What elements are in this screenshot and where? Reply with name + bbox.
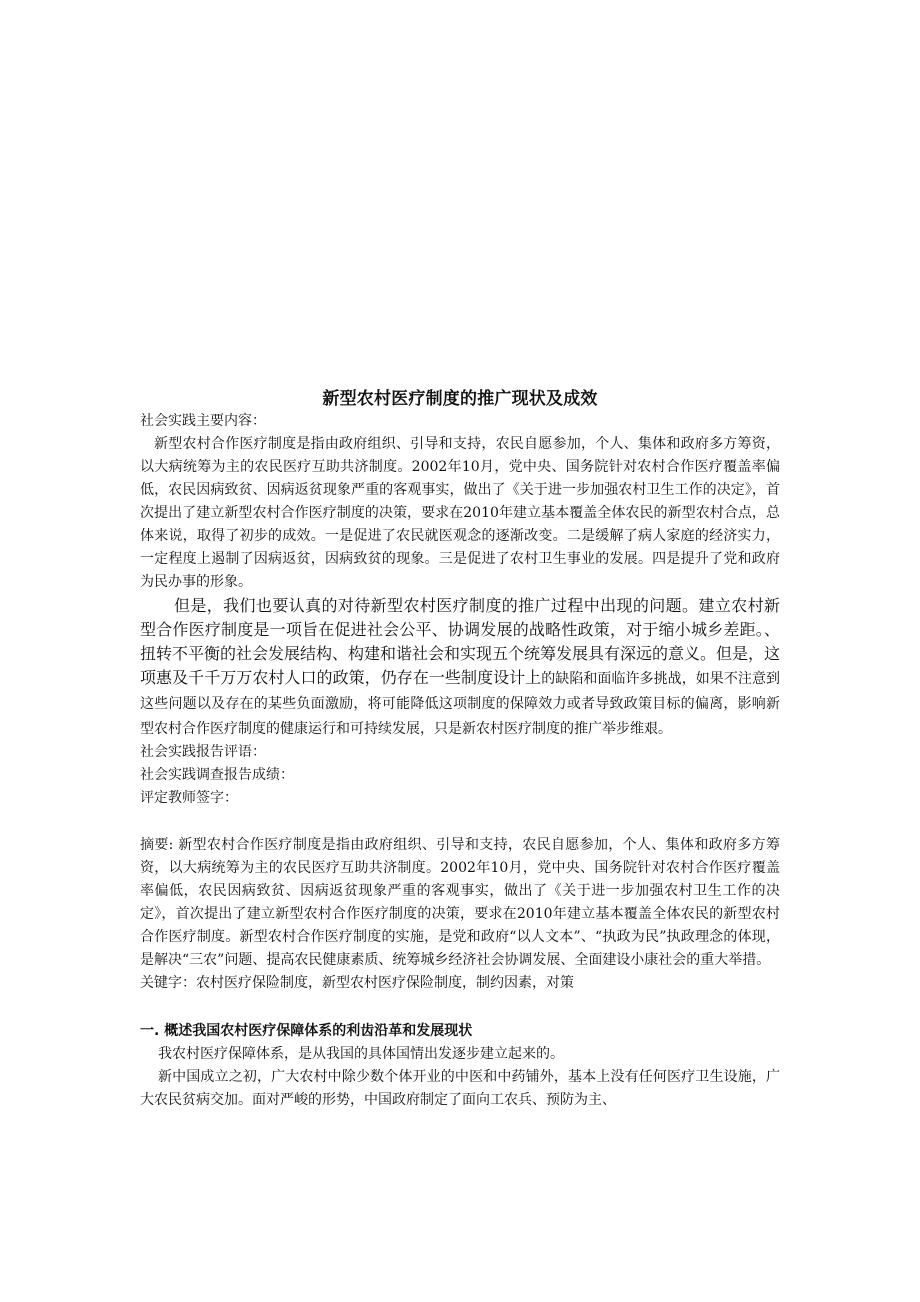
report-comment-label: 社会实践报告评语：: [140, 744, 266, 760]
document-title: 新型农村医疗制度的推广现状及成效: [322, 389, 598, 409]
keywords-text: 农村医疗保险制度，新型农村医疗保险制度，制约因素，对策: [196, 975, 574, 991]
abstract-text: 新型农村合作医疗制度是指由政府组织、引导和支持，农民自愿参加，个人、集体和政府多方筹资，以大病统筹为主的农民医疗互助共济制度。2002年10月，党中央、国务院针对农村合作医疗覆盖率偏低，农民因病致贫、因病返贫现象严重的客观事实，做出了《关于进一步加强农村卫生工作的决定》，首次提出了建立新型农村合作医疗制度的决策，要求在2010年建立基本覆盖全体农民的新型农村合作医疗制度。新型农村合作医疗制度的实施，是党和政府“以人文本”、“执政为民”执政理念的体现，是解决“三农”问题、提高农民健康素质、统筹城乡经济社会协调发展、全面建设小康社会的重大举措。: [140, 837, 781, 968]
second-paragraph: [140, 594, 780, 741]
intro-paragraph: 新型农村合作医疗制度是指由政府组织、引导和支持，农民自愿参加，个人、集体和政府多方筹资，以大病统筹为主的农民医疗互助共济制度。2002年10月，党中央、国务院针对农村合作医疗覆盖率偏低，农民因病致贫、因病返贫现象严重的客观事实，做出了《关于进一步加强农村卫生工作的决定》，首次提出了建立新型农村合作医疗制度的决策，要求在2010年建立基本覆盖全体农民的新型农村合点，总体来说，取得了初步的成效。一是促进了农民就医观念的逐渐改变。二是缓解了病人家庭的经济实力，一定程度上遏制了因病返贫，因病致贫的现象。三是促进了农村卫生事业的发展。四是提升了党和政府为民办事的形象。: [140, 436, 780, 590]
abstract-label: 摘要:: [140, 837, 174, 853]
spacer: [140, 995, 780, 1019]
second-paragraph-large-text: 但是，我们也要认真的对待新型农村医疗制度的推广过程中出现的问题。建立农村新型合作医疗制度是一项旨在促进社会公平、协调发展的战略性政策，对于缩小城乡差距。、扭转不平衡的社会发展结构、构建和谐社会和实现五个统筹发展具有深远的意义。但是，这项惠及千千万万农村人口的政策，仍存在一些制度设计上: [140, 596, 781, 687]
keywords-line: [140, 972, 780, 995]
keywords-label: 关键字：: [140, 975, 196, 991]
section1-heading: 一. 概述我国农村医疗保障体系的利齿沿革和发展现状: [140, 1023, 473, 1039]
report-grade-label: 社会实践调查报告成绩：: [140, 767, 294, 783]
section1-paragraph-1: 我农村医疗保障体系，是从我国的具体国情出发逐步建立起来的。: [158, 1046, 564, 1062]
section1-paragraph-2: 新中国成立之初，广大农村中除少数个体开业的中医和中药铺外，基本上没有任何医疗卫生设施，广大农民贫病交加。面对严峻的形势，中国政府制定了面向工农兵、预防为主、: [140, 1069, 780, 1108]
section-label: 社会实践主要内容：: [140, 413, 266, 429]
document-body: [140, 410, 780, 1112]
teacher-signature-label: 评定教师签字：: [140, 790, 238, 806]
second-paragraph-rest-text: 的缺陷和面临许多挑战，如果不注意到这些问题以及存在的某些负面激励，将可能降低这项制度的保障效力或者导致政策目标的偏离，影响新型农村合作医疗制度的健康运行和可持续发展，只是新农村医疗制度的推广举步维艰。: [140, 671, 780, 737]
spacer: [140, 810, 780, 834]
abstract-paragraph: [140, 834, 780, 972]
